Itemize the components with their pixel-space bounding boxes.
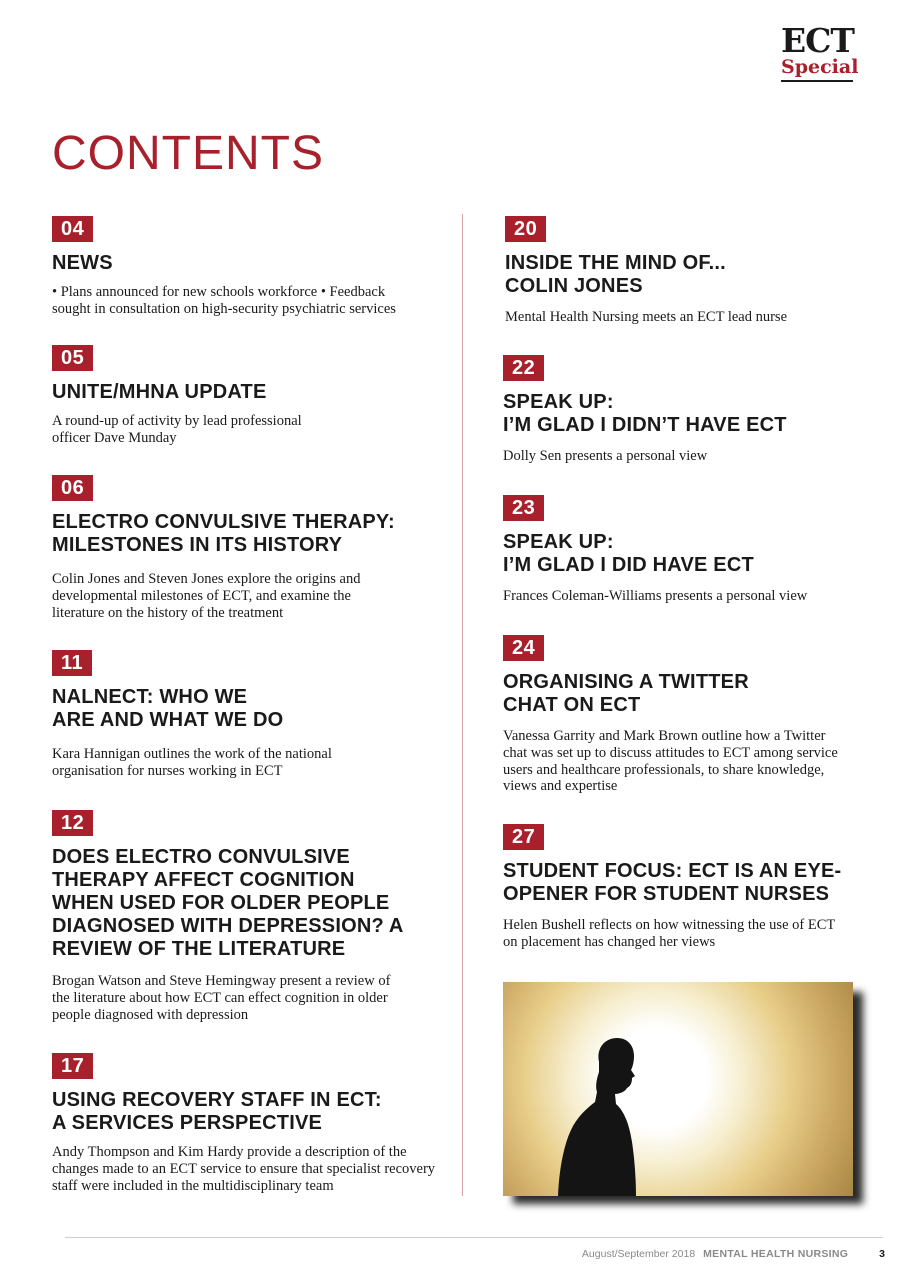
entry-heading: NALNECT: WHO WE ARE AND WHAT WE DO xyxy=(52,686,284,731)
contents-entry-06[interactable] xyxy=(52,475,442,621)
page-number-badge: 23 xyxy=(503,495,544,521)
entry-heading: SPEAK UP: I’M GLAD I DID HAVE ECT xyxy=(503,531,754,576)
page-title: CONTENTS xyxy=(52,127,324,180)
entry-heading: STUDENT FOCUS: ECT IS AN EYE-OPENER FOR STUDENT NURSES xyxy=(503,860,842,905)
ect-special-logo xyxy=(781,21,859,82)
entry-heading: USING RECOVERY STAFF IN ECT: A SERVICES PERSPECTIVE xyxy=(52,1089,382,1134)
entry-description: Mental Health Nursing meets an ECT lead nurse xyxy=(505,309,788,325)
entry-description: Brogan Watson and Steve Hemingway present a review of the literature about how ECT can effect cognition in older people diagnosed with depression xyxy=(52,973,391,1023)
page-footer xyxy=(582,1248,885,1260)
issue-date: August/September 2018 xyxy=(581,1248,696,1260)
page-number-badge: 12 xyxy=(52,810,93,836)
page-number-badge: 11 xyxy=(52,650,92,676)
entry-description: Dolly Sen presents a personal view xyxy=(503,448,708,464)
logo-ect-text: ECT xyxy=(781,21,854,60)
logo-special-text: Special xyxy=(781,56,859,78)
magazine-name: MENTAL HEALTH NURSING xyxy=(703,1248,849,1260)
entry-heading: NEWS xyxy=(52,252,113,274)
contents-entry-27[interactable] xyxy=(503,824,863,951)
contents-entry-17[interactable] xyxy=(52,1053,452,1194)
silhouette-photo xyxy=(503,982,853,1196)
footer-rule xyxy=(65,1237,883,1238)
page-number-badge: 22 xyxy=(503,355,544,381)
contents-entry-12[interactable] xyxy=(52,810,447,1023)
contents-entry-04[interactable] xyxy=(52,216,432,318)
contents-entry-23[interactable] xyxy=(503,495,863,605)
entry-heading: ELECTRO CONVULSIVE THERAPY: MILESTONES IN ITS HISTORY xyxy=(52,511,395,556)
entry-description: Colin Jones and Steven Jones explore the origins and developmental milestones of ECT, and examine the literature on the history of the treatment xyxy=(52,571,361,621)
column-divider xyxy=(462,214,463,1196)
page-number-badge: 20 xyxy=(505,216,546,242)
contents-entry-22[interactable] xyxy=(503,355,863,465)
contents-entry-24[interactable] xyxy=(503,635,863,795)
person-silhouette-icon xyxy=(503,982,853,1196)
page-number-badge: 24 xyxy=(503,635,544,661)
entry-heading: UNITE/MHNA UPDATE xyxy=(52,381,267,403)
entry-description: A round-up of activity by lead professional officer Dave Munday xyxy=(52,413,302,446)
page-number-badge: 05 xyxy=(52,345,93,371)
page-number: 3 xyxy=(879,1248,885,1260)
entry-description: Kara Hannigan outlines the work of the national organisation for nurses working in ECT xyxy=(52,746,332,779)
page-number-badge: 06 xyxy=(52,475,93,501)
contents-entry-05[interactable] xyxy=(52,345,432,447)
entry-heading: ORGANISING A TWITTER CHAT ON ECT xyxy=(503,671,749,716)
contents-entry-20[interactable] xyxy=(505,216,865,326)
contents-entry-11[interactable] xyxy=(52,650,432,780)
page-number-badge: 27 xyxy=(503,824,544,850)
page-number-badge: 04 xyxy=(52,216,93,242)
entry-description: • Plans announced for new schools workforce • Feedback sought in consultation on high-security psychiatric services xyxy=(52,284,396,317)
page-number-badge: 17 xyxy=(52,1053,93,1079)
entry-heading: SPEAK UP: I’M GLAD I DIDN’T HAVE ECT xyxy=(503,391,787,436)
entry-description: Helen Bushell reflects on how witnessing the use of ECT on placement has changed her views xyxy=(503,917,835,950)
entry-description: Vanessa Garrity and Mark Brown outline how a Twitter chat was set up to discuss attitudes to ECT among service users and healthcare professionals, to share knowledge, views and expertise xyxy=(503,728,838,795)
entry-description: Frances Coleman-Williams presents a personal view xyxy=(503,588,808,604)
entry-heading: INSIDE THE MIND OF... COLIN JONES xyxy=(505,252,726,297)
entry-description: Andy Thompson and Kim Hardy provide a description of the changes made to an ECT service to ensure that specialist recovery staff were included in the multidisciplinary team xyxy=(52,1144,436,1194)
entry-heading: DOES ELECTRO CONVULSIVE THERAPY AFFECT COGNITION WHEN USED FOR OLDER PEOPLE DIAGNOSED WITH DEPRESSION? A REVIEW OF THE LITERATURE xyxy=(52,846,403,960)
